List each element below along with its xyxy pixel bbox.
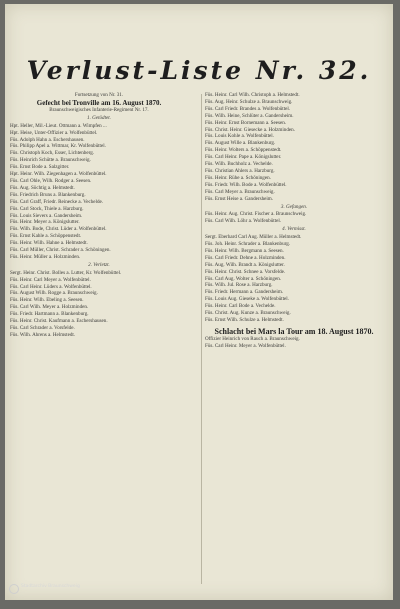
regiment-heading: Braunschweigisches Infanterie-Regiment Nr. 17.	[49, 106, 149, 113]
casualty-entry: Füs. Carl Aug. Wolter a. Schöningen.	[205, 275, 282, 282]
column-divider	[201, 94, 202, 584]
casualty-entry: Füs. Christoph Koch, Esser, Lichtenberg.	[10, 150, 95, 157]
casualty-entry: Füs. Aug. Heinr. Schulze a. Braunschweig.	[205, 98, 293, 105]
casualty-entry: Füs. Wilh. Ahrens a. Helmstedt.	[10, 331, 76, 338]
casualty-entry: Füs. Louis Kohle a. Wolfenbüttel.	[205, 133, 274, 140]
casualty-entry: Füs. Wilh. Heine, Schlüter a. Gandersheim.	[205, 112, 294, 119]
casualty-entry: Füs. Heinr. Ernst Bornemann a. Seesen.	[205, 119, 287, 126]
casualty-entry: Füs. Carl Müller, Christ. Schrader a. Schöningen.	[10, 247, 111, 254]
casualty-entry: Hpt. Heller, Mil.-Lieut. Ottmann a. Wimpfen ...	[10, 122, 107, 129]
casualty-entry: Füs. Wilh. Bode, Christ. Lüder a. Wolfenbüttel.	[10, 226, 107, 233]
casualty-entry: Füs. August Wilh. Rogge a. Braunschweig.	[10, 290, 98, 297]
casualty-entry: Füs. Carl Heinr. Lüders a. Wolfenbüttel.	[10, 283, 92, 290]
casualty-entry: Füs. Heinr. Christ. Kaufmann a. Eschershausen.	[10, 318, 108, 325]
casualty-entry: Offizier Heinrich von Rauch a. Braunschweig.	[205, 335, 300, 342]
casualty-entry: Füs. August Wille a. Blankenburg.	[205, 140, 276, 147]
casualty-entry: Füs. Ernst Wilh. Schulze a. Helmstedt.	[205, 317, 284, 323]
casualty-entry: Füs. Carl Stock, Thiele a. Harzburg.	[10, 205, 84, 212]
casualty-entry: Füs. Carl Heinr. Meyer a. Wolfenbüttel.	[205, 342, 286, 349]
casualty-entry: Füs. Heinr. Carl Bode a. Vechelde.	[205, 303, 276, 310]
casualty-entry: Füs. Carl Wilh. Löhr a. Wolfenbüttel.	[205, 218, 282, 225]
battle-heading: Schlacht bei Mars la Tour am 18. August 1870.	[214, 326, 374, 336]
continuation-note: Fortsetzung von Nr. 31.	[74, 92, 124, 98]
casualty-entry: Füs. Ernst Heise a. Gandersheim.	[205, 195, 274, 202]
archive-seal-icon	[9, 584, 19, 594]
casualty-entry: Füs. Friedrich Bruns a. Blankenburg.	[10, 191, 86, 198]
casualty-entry: Füs. Heinr. Müller a. Holzminden.	[10, 253, 81, 260]
casualty-entry: Füs. Christian Ahlers a. Harzburg.	[205, 167, 275, 174]
casualty-entry: Füs. Heinr. Wolters a. Schöppenstedt.	[205, 147, 282, 154]
casualty-entry: Füs. Friedr. Hartmann a. Blankenburg.	[10, 311, 89, 318]
casualty-entry: Füs. Philipp Apel a. Wittmar, Kr. Wolfenbüttel.	[10, 143, 106, 150]
casualty-entry: Sergt. Eberhard Carl Aug. Müller a. Helmstedt.	[205, 234, 302, 241]
page-title: Verlust-Liste Nr. 32.	[26, 56, 372, 85]
casualty-entry: Füs. Friedr. Hermann a. Gandersheim.	[205, 289, 284, 296]
section-label: 2. Verletzt.	[88, 261, 110, 268]
casualty-entry: Füs. Heinr. Rühe a. Schöningen.	[205, 174, 271, 181]
right-column	[205, 92, 383, 350]
casualty-entry: Füs. Wilh. Jul. Rose a. Harzburg.	[205, 282, 273, 289]
casualty-entry: Sergt. Heinr. Christ. Bolles a. Lutter, Kr. Wolfenbüttel.	[10, 269, 122, 276]
casualty-entry: Füs. Heinr. Meyer a. Königslutter.	[10, 219, 80, 226]
casualty-entry: Füs. Heinr. Wilh. Ebeling a. Seesen.	[10, 297, 84, 304]
casualty-entry: Füs. Louis Sievers a. Gandersheim.	[10, 212, 83, 219]
casualty-entry: Füs. Heinr. Carl Wilh. Christoph a. Helmstedt.	[205, 92, 300, 98]
casualty-entry: Füs. Heinr. Christ. Schnee a. Vorsfelde.	[205, 268, 286, 275]
left-column	[10, 92, 188, 339]
archive-credit	[9, 584, 129, 594]
casualty-entry: Füs. Ernst Kahle a. Schöppenstedt.	[10, 233, 82, 240]
casualty-entry: Füs. Christ. Aug. Kunze a. Braunschweig.	[205, 310, 291, 317]
casualty-entry: Füs. Carl Graff, Friedr. Reinecke a. Vechelde.	[10, 198, 104, 205]
casualty-entry: Hpt. Heinr. Wilh. Ziegenhagen a. Wolfenbüttel.	[10, 171, 107, 178]
casualty-entry: Füs. Christ. Heinr. Giesecke a. Holzminden.	[205, 126, 295, 133]
casualty-entry: Füs. Aug. Söchtig a. Helmstedt.	[10, 184, 75, 191]
casualty-entry: Füs. Heinr. Carl Meyer a. Wolfenbüttel.	[10, 276, 91, 283]
casualty-entry: Füs. Friedr. Wilh. Bode a. Wolfenbüttel.	[205, 181, 287, 188]
casualty-entry: Füs. Louis Aug. Gieseke a. Wolfenbüttel.	[205, 296, 289, 303]
section-label: 3. Gefangen.	[280, 203, 308, 210]
casualty-entry: Füs. Carl Heinr. Pape a. Königslutter.	[205, 154, 282, 161]
casualty-entry: Füs. Carl Meyer a. Braunschweig.	[205, 188, 275, 195]
casualty-entry: Füs. Adolph Hahn a. Eschershausen.	[10, 136, 85, 143]
section-label: 1. Getödtet.	[87, 114, 111, 121]
casualty-entry: Füs. Carl Ohle, Wilh. Rodger a. Seesen.	[10, 177, 92, 184]
casualty-entry: Füs. Heinr. Aug. Christ. Fischer a. Braunschweig.	[205, 211, 307, 218]
casualty-entry: Füs. Carl Friedr. Brandes a. Wolfenbüttel.	[205, 105, 291, 112]
casualty-entry: Füs. Heinrich Schütte a. Braunschweig.	[10, 157, 91, 164]
casualty-entry: Füs. Carl Schrader a. Vorsfelde.	[10, 325, 75, 331]
casualty-entry: Füs. Aug. Wilh. Brandt a. Königslutter.	[205, 261, 285, 268]
casualty-entry: Füs. Wilh. Buchholz a. Vechelde.	[205, 161, 273, 168]
document-page	[5, 4, 393, 600]
casualty-entry: Füs. Ernst Bode a. Salzgitter.	[10, 164, 70, 171]
credit-text: Stadtarchiv Braunschweig	[21, 584, 80, 589]
casualty-entry: Hpt. Heise, Unter-Offizier a. Wolfenbüttel.	[10, 129, 98, 136]
casualty-entry: Füs. Heinr. Wilh. Hahne a. Helmstedt.	[10, 240, 88, 247]
casualty-entry: Füs. Joh. Heinr. Schrader a. Blankenburg.	[205, 241, 291, 248]
casualty-entry: Füs. Heinr. Wilh. Bergmann a. Seesen.	[205, 247, 284, 254]
casualty-entry: Füs. Carl Friedr. Dehne a. Holzminden.	[205, 254, 286, 261]
casualty-entry: Füs. Carl Wilh. Meyer a. Holzminden.	[10, 304, 89, 311]
battle-heading: Gefecht bei Tronville am 16. August 1870.	[36, 98, 162, 107]
section-label: 4. Vermisst.	[282, 226, 306, 233]
